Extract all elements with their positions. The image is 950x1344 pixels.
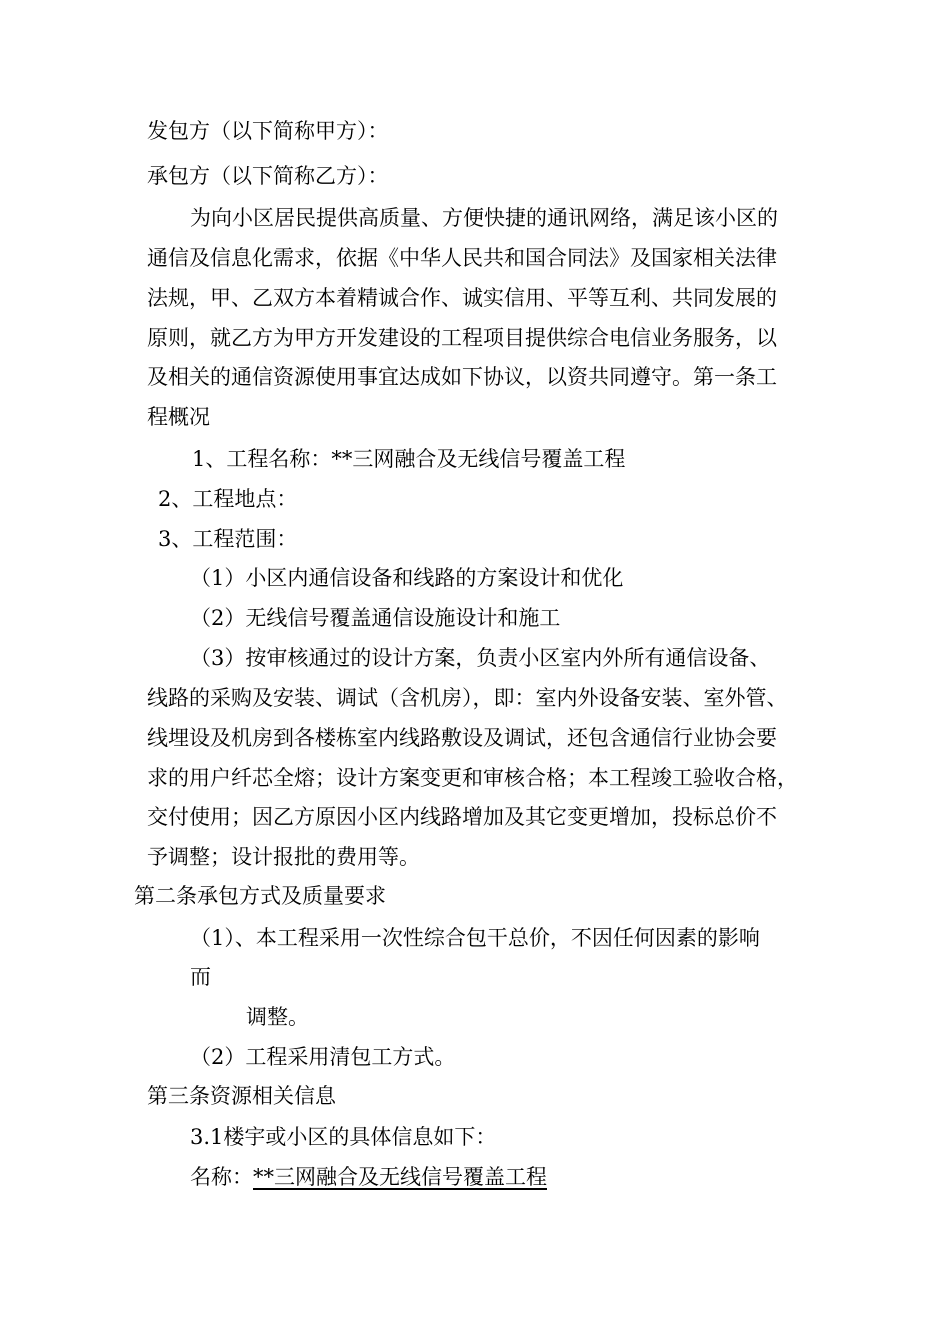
- intro-line: 为向小区居民提供高质量、方便快捷的通讯网络，满足该小区的: [190, 206, 778, 230]
- article-2-title: 第二条承包方式及质量要求: [134, 884, 386, 908]
- party-a-line: 发包方（以下简称甲方）：: [147, 119, 389, 143]
- scope-item-line: 予调整；设计报批的费用等。: [147, 845, 420, 869]
- scope-item-line: 线埋设及机房到各楼栋室内线路敷设及调试，还包含通信行业协会要: [147, 726, 777, 750]
- scope-item: （3）按审核通过的设计方案，负责小区室内外所有通信设备、: [190, 646, 771, 670]
- project-name-line: [190, 1162, 547, 1192]
- item-project-scope: 3、工程范围：: [158, 527, 298, 551]
- article-2-item: （2）工程采用清包工方式。: [190, 1045, 456, 1069]
- article-3-subsection: 3.1楼宇或小区的具体信息如下：: [190, 1125, 497, 1149]
- party-b-line: 承包方（以下简称乙方）：: [147, 164, 389, 188]
- intro-line: 程概况: [147, 405, 210, 429]
- item-project-name: 1、工程名称：**三网融合及无线信号覆盖工程: [192, 447, 626, 471]
- scope-item-line: 求的用户纤芯全熔；设计方案变更和审核合格；本工程竣工验收合格，: [147, 766, 798, 790]
- scope-item-line: 交付使用；因乙方原因小区内线路增加及其它变更增加，投标总价不: [147, 805, 777, 829]
- scope-item: （2）无线信号覆盖通信设施设计和施工: [190, 606, 561, 630]
- item-project-location: 2、工程地点：: [158, 487, 298, 511]
- name-label: 名称：: [190, 1165, 253, 1189]
- article-3-title: 第三条资源相关信息: [147, 1084, 336, 1108]
- intro-line: 法规，甲、乙双方本着精诚合作、诚实信用、平等互利、共同发展的: [147, 286, 777, 310]
- intro-line: 通信及信息化需求，依据《中华人民共和国合同法》及国家相关法律: [147, 246, 777, 270]
- scope-item-line: 线路的采购及安装、调试（含机房），即：室内外设备安装、室外管、: [147, 686, 788, 710]
- intro-line: 及相关的通信资源使用事宜达成如下协议，以资共同遵守。第一条工: [147, 365, 777, 389]
- article-2-item-line: 调整。: [246, 1005, 309, 1029]
- intro-line: 原则，就乙方为甲方开发建设的工程项目提供综合电信业务服务，以: [147, 326, 777, 350]
- name-value: **三网融合及无线信号覆盖工程: [253, 1165, 547, 1189]
- scope-item: （1）小区内通信设备和线路的方案设计和优化: [190, 566, 624, 590]
- article-2-item: （1）、本工程采用一次性综合包干总价，不因任何因素的影响: [190, 926, 760, 950]
- article-2-item-line: 而: [190, 965, 211, 989]
